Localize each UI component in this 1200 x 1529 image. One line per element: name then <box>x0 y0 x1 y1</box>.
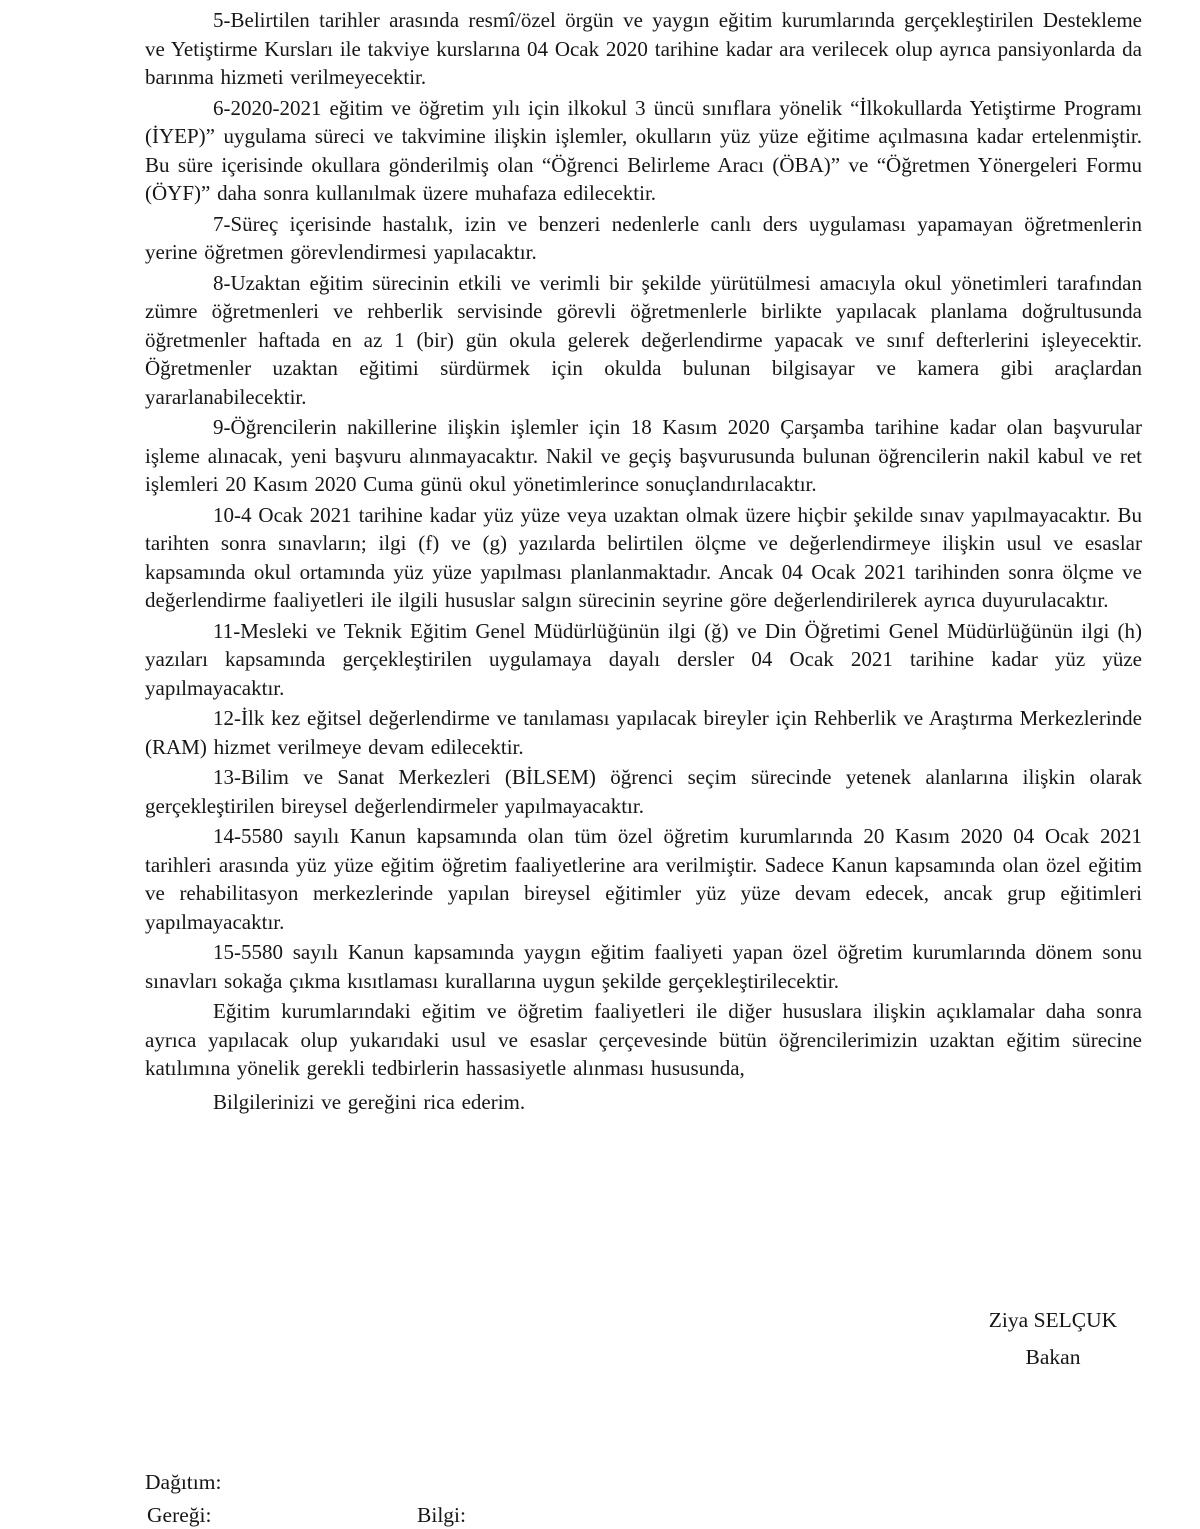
paragraph-14: 14-5580 sayılı Kanun kapsamında olan tüm özel öğretim kurumlarında 20 Kasım 2020 04 Ocak 2021 tarihleri arasında yüz yüze eğitim öğretim faaliyetlerine ara verilmiştir. Sadece Kanun kapsamında olan özel eğitim ve rehabilitasyon merkezlerinde yapılan bireysel eğitimler yüz yüze devam edecek, ancak grup eğitimleri yapılmayacaktır. <box>145 824 1142 934</box>
paragraph-13: 13-Bilim ve Sanat Merkezleri (BİLSEM) öğrenci seçim sürecinde yetenek alanlarına ilişkin olarak gerçekleştirilen bireysel değerlendirmeler yapılmayacaktır. <box>145 765 1142 818</box>
paragraph-12: 12-İlk kez eğitsel değerlendirme ve tanılaması yapılacak bireyler için Rehberlik ve Araştırma Merkezlerinde (RAM) hizmet verilmeye devam edilecektir. <box>145 706 1142 759</box>
paragraph-7: 7-Süreç içerisinde hastalık, izin ve benzeri nedenlerle canlı ders uygulaması yapamayan öğretmenlerin yerine öğretmen görevlendirmesi yapılacaktır. <box>145 211 1142 264</box>
paragraph-10: 10-4 Ocak 2021 tarihine kadar yüz yüze veya uzaktan olmak üzere hiçbir şekilde sınav yapılmayacaktır. Bu tarihten sonra sınavların; ilgi (f) ve (g) yazılarda belirtilen ölçme ve değerlendirmeye ilişkin usul ve esaslar kapsamında okul ortamında yüz yüze yapılması planlanmaktadır. Ancak 04 Ocak 2021 tarihinden sonra ölçme ve değerlendirme faaliyetleri ile ilgili hususlar salgın sürecinin seyrine göre değerlendirilerek ayrıca duyurulacaktır. <box>145 502 1142 612</box>
footer-action-label: Gereği: <box>147 1503 212 1527</box>
paragraph-6: 6-2020-2021 eğitim ve öğretim yılı için ilkokul 3 üncü sınıflara yönelik “İlkokullarda Yetiştirme Programı (İYEP)” uygulama süreci ve takvimine ilişkin işlemler, okulların yüz yüze eğitime açılmasına kadar ertelenmiştir. Bu süre içerisinde okullara gönderilmiş olan “Öğrenci Belirleme Aracı (ÖBA)” ve “Öğretmen Yönergeleri Formu (ÖYF)” daha sonra kullanılmak üzere muhafaza edilecektir. <box>145 95 1142 205</box>
signature-block <box>948 1302 1158 1376</box>
paragraph-15: 15-5580 sayılı Kanun kapsamında yaygın eğitim faaliyeti yapan özel öğretim kurumlarında dönem sonu sınavları sokağa çıkma kısıtlaması kurallarına uygun şekilde gerçekleştirilecektir. <box>145 940 1142 993</box>
paragraph-8: 8-Uzaktan eğitim sürecinin etkili ve verimli bir şekilde yürütülmesi amacıyla okul yönetimleri tarafından zümre öğretmenleri ve rehberlik servisinde görevli öğretmenlerle birlikte yapılacak planlama doğrultusunda öğretmenler haftada en az 1 (bir) gün okula gelerek değerlendirme yapacak ve sınıf defterlerini işleyecektir. Öğretmenler uzaktan eğitimi sürdürmek için okulda bulunan bilgisayar ve kamera gibi araçlardan yararlanabilecektir. <box>145 270 1142 409</box>
distribution-label: Dağıtım: <box>145 1470 222 1494</box>
salutation-line: Bilgilerinizi ve gereğini rica ederim. <box>213 1089 526 1114</box>
signatory-title: Bakan <box>1025 1345 1081 1369</box>
letter-body <box>145 6 1142 1118</box>
paragraph-11: 11-Mesleki ve Teknik Eğitim Genel Müdürlüğünün ilgi (ğ) ve Din Öğretimi Genel Müdürlüğünün ilgi (h) yazıları kapsamında gerçekleştirilen uygulamaya dayalı dersler 04 Ocak 2021 tarihine kadar yüz yüze yapılmayacaktır. <box>145 618 1142 700</box>
closing-paragraph: Eğitim kurumlarındaki eğitim ve öğretim faaliyetleri ile diğer hususlara ilişkin açıklamalar daha sonra ayrıca yapılacak olup yukarıdaki usul ve esaslar çerçevesinde bütün öğrencilerimizin uzaktan eğitim sürecine katılımına yönelik gerekli tedbirlerin hassasiyetle alınması hususunda, <box>145 999 1142 1080</box>
signatory-name: Ziya SELÇUK <box>988 1308 1118 1332</box>
paragraph-5: 5-Belirtilen tarihler arasında resmî/özel örgün ve yaygın eğitim kurumlarında gerçekleştirilen Destekleme ve Yetiştirme Kursları ile takviye kurslarına 04 Ocak 2020 tarihine kadar ara verilecek olup ayrıca pansiyonlarda da barınma hizmeti verilmeyecektir. <box>145 8 1142 89</box>
footer-info-label: Bilgi: <box>417 1503 466 1527</box>
paragraph-9: 9-Öğrencilerin nakillerine ilişkin işlemler için 18 Kasım 2020 Çarşamba tarihine kadar olan başvurular işleme alınacak, yeni başvuru alınmayacaktır. Nakil ve geçiş başvurusunda bulunan öğrencilerin nakil kabul ve ret işlemleri 20 Kasım 2020 Cuma günü okul yönetimlerince sonuçlandırılacaktır. <box>145 415 1142 496</box>
